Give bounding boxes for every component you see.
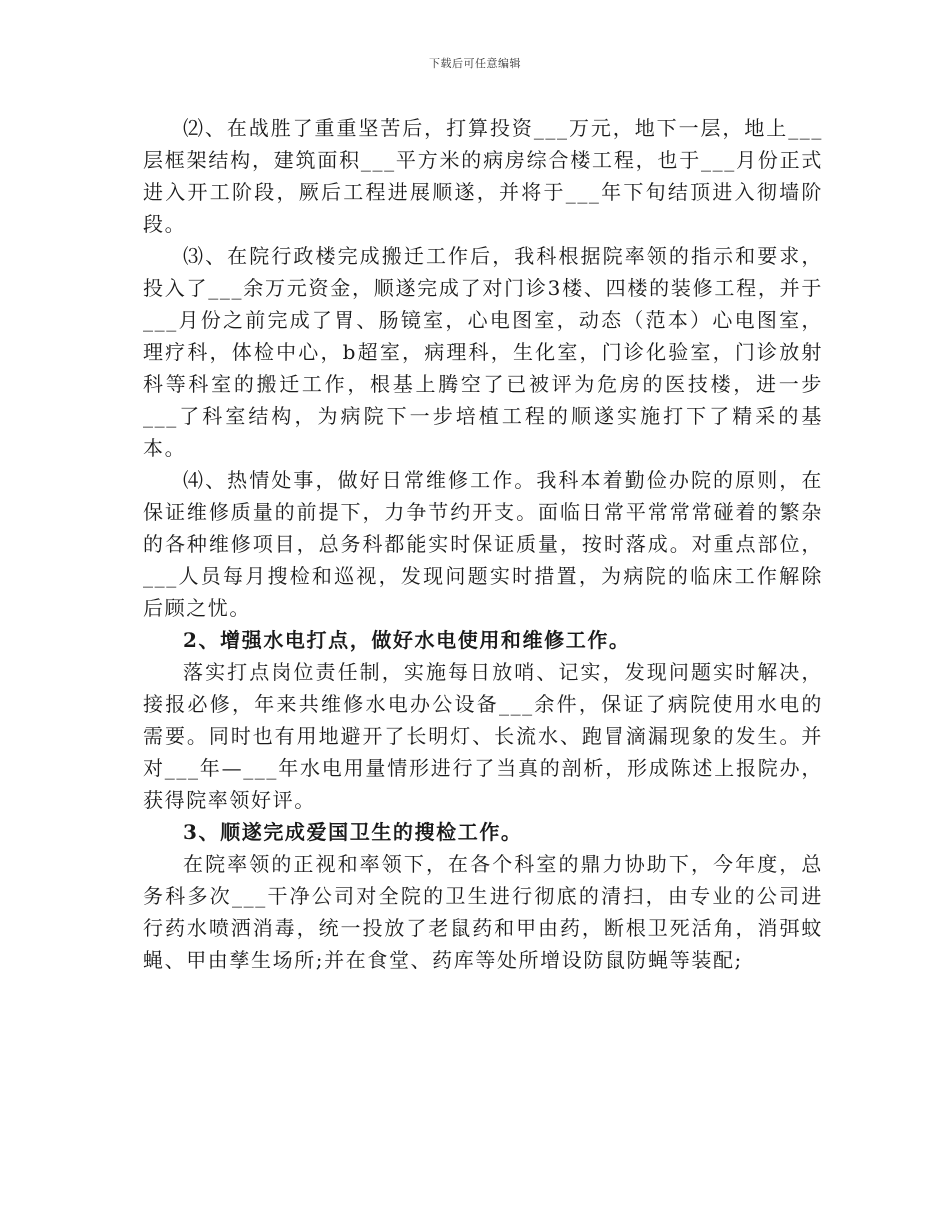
paragraph-sanitation: 在院率领的正视和率领下，在各个科室的鼎力协助下，今年度，总务科多次___干净公司对全院的卫生进行彻底的清扫，由专业的公司进行药水喷洒消毒，统一投放了老鼠药和甲由药，断根卫死活角，消弭蚊蝇、甲由孳生场所;并在食堂、药库等处所增设防鼠防蝇等装配; bbox=[143, 852, 823, 972]
paragraph-item-4: ⑷、热情处事，做好日常维修工作。我科本着勤俭办院的原则，在保证维修质量的前提下，力争节约开支。面临日常平常常常碰着的繁杂的各种维修项目，总务科都能实时保证质量，按时落成。对重点部位，___人员每月搜检和巡视，发现问题实时措置，为病院的临床工作解除后顾之忧。 bbox=[143, 468, 823, 620]
paragraph-item-2: ⑵、在战胜了重重坚苦后，打算投资___万元，地下一层，地上___层框架结构，建筑面积___平方米的病房综合楼工程，也于___月份正式进入开工阶段，厥后工程进展顺遂，并将于___年下旬结顶进入彻墙阶段。 bbox=[143, 116, 823, 236]
page-header: 下载后可任意编辑 bbox=[429, 57, 521, 70]
paragraph-water-electric: 落实打点岗位责任制，实施每日放哨、记实，发现问题实时解决，接报必修，年来共维修水电办公设备___余件，保证了病院使用水电的需要。同时也有用地避开了长明灯、长流水、跑冒滴漏现象的发生。并对___年—___年水电用量情形进行了当真的剖析，形成陈述上报院办，获得院率领好评。 bbox=[143, 660, 823, 812]
paragraph-item-3: ⑶、在院行政楼完成搬迁工作后，我科根据院率领的指示和要求，投入了___余万元资金，顺遂完成了对门诊3楼、四楼的装修工程，并于___月份之前完成了胃、肠镜室，心电图室，动态（范本）心电图室，理疗科，体检中心，b超室，病理科，生化室，门诊化验室，门诊放射科等科室的搬迁工作，根基上腾空了已被评为危房的医技楼，进一步___了科室结构，为病院下一步培植工程的顺遂实施打下了精采的基本。 bbox=[143, 244, 823, 460]
document-body bbox=[143, 112, 823, 976]
section-heading-2: 2、增强水电打点，做好水电使用和维修工作。 bbox=[183, 628, 631, 652]
section-heading-3: 3、顺遂完成爱国卫生的搜检工作。 bbox=[183, 820, 523, 844]
